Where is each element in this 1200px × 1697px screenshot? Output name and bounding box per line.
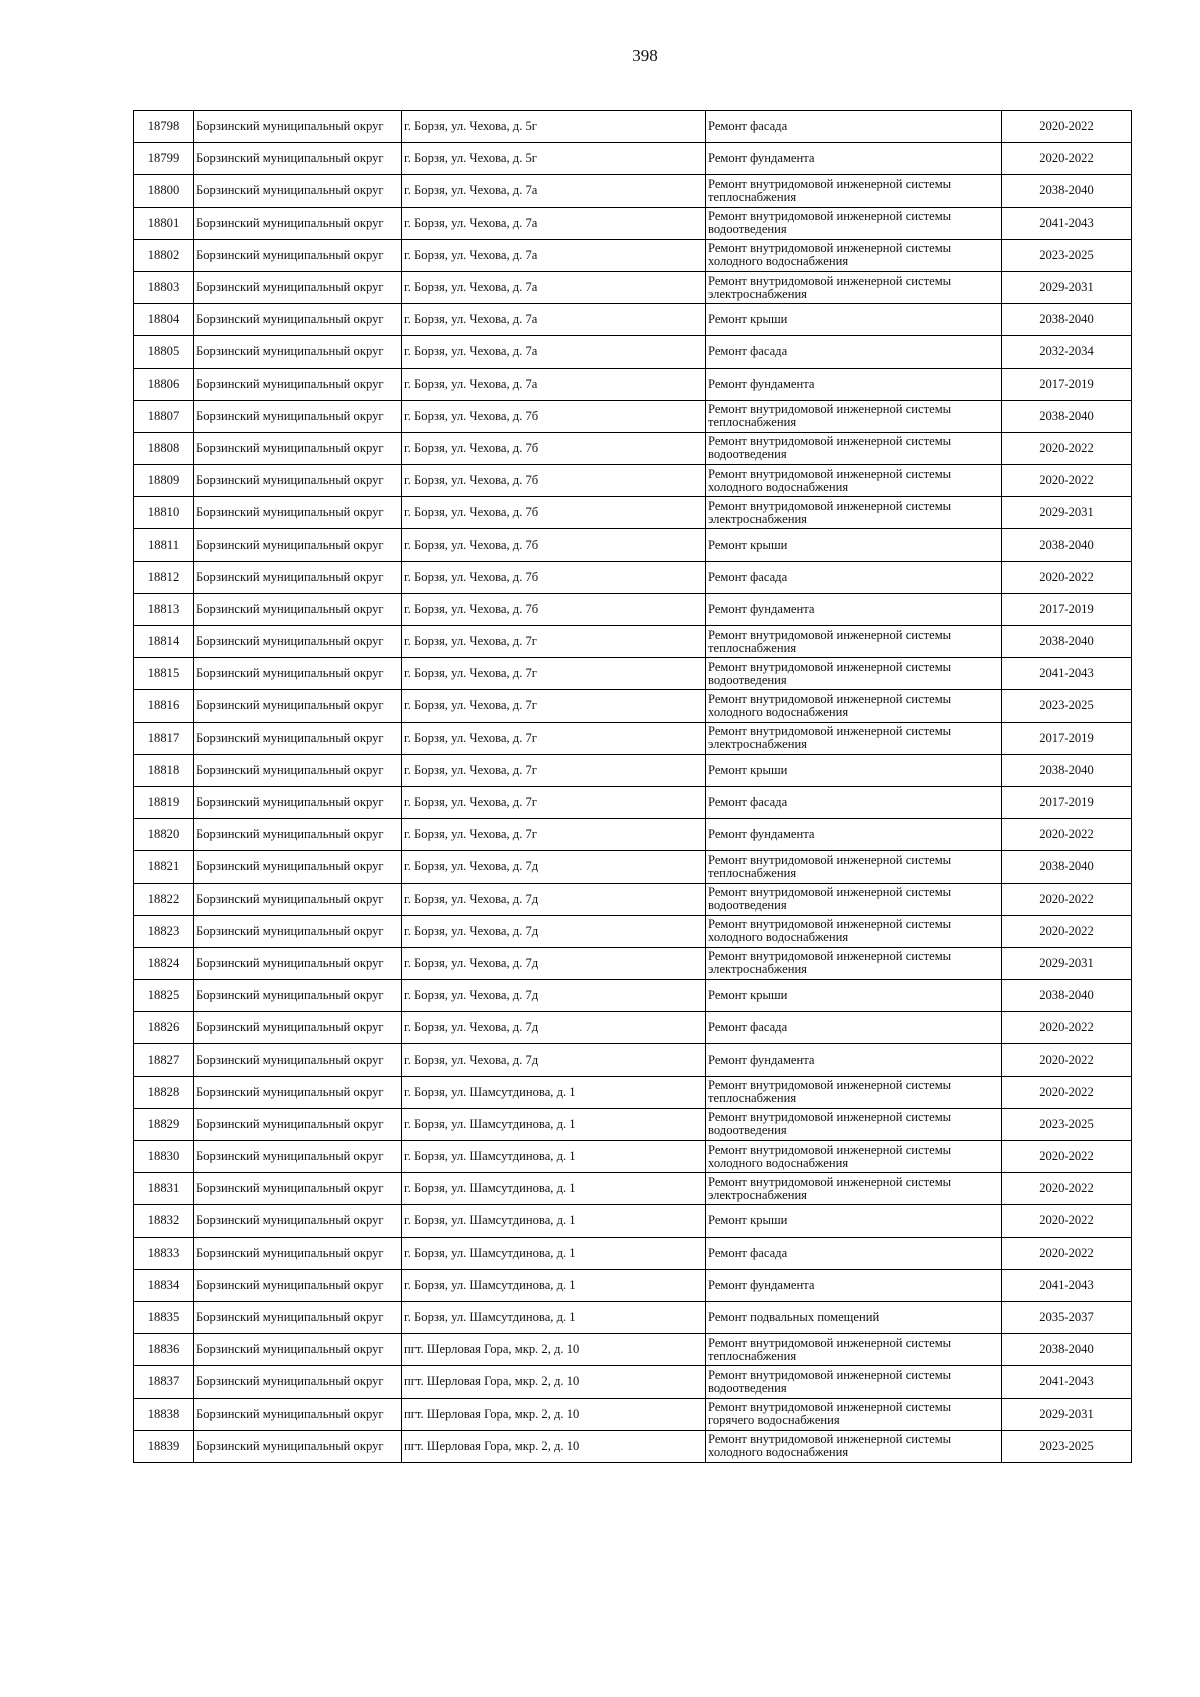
table-row	[134, 1044, 1132, 1076]
work-type-cell: Ремонт фундамента	[706, 1269, 1002, 1301]
district-cell: Борзинский муниципальный округ	[194, 722, 402, 754]
table-row	[134, 336, 1132, 368]
work-type-cell: Ремонт крыши	[706, 529, 1002, 561]
table-row	[134, 143, 1132, 175]
row-number-cell: 18818	[134, 754, 194, 786]
work-type-cell: Ремонт внутридомовой инженерной системы водоотведения	[706, 432, 1002, 464]
work-type-cell: Ремонт крыши	[706, 1205, 1002, 1237]
row-number-cell: 18837	[134, 1366, 194, 1398]
period-cell: 2038-2040	[1002, 175, 1132, 207]
period-cell: 2017-2019	[1002, 593, 1132, 625]
table-row	[134, 786, 1132, 818]
period-cell: 2020-2022	[1002, 1173, 1132, 1205]
address-cell: г. Борзя, ул. Чехова, д. 7д	[402, 1012, 706, 1044]
period-cell: 2020-2022	[1002, 143, 1132, 175]
work-type-cell: Ремонт внутридомовой инженерной системы электроснабжения	[706, 1173, 1002, 1205]
period-cell: 2020-2022	[1002, 883, 1132, 915]
district-cell: Борзинский муниципальный округ	[194, 304, 402, 336]
district-cell: Борзинский муниципальный округ	[194, 1173, 402, 1205]
district-cell: Борзинский муниципальный округ	[194, 1237, 402, 1269]
row-number-cell: 18827	[134, 1044, 194, 1076]
work-type-cell: Ремонт фасада	[706, 1237, 1002, 1269]
work-type-cell: Ремонт внутридомовой инженерной системы водоотведения	[706, 1366, 1002, 1398]
address-cell: г. Борзя, ул. Чехова, д. 7б	[402, 497, 706, 529]
address-cell: г. Борзя, ул. Чехова, д. 7г	[402, 690, 706, 722]
table-row	[134, 1205, 1132, 1237]
period-cell: 2038-2040	[1002, 1334, 1132, 1366]
row-number-cell: 18805	[134, 336, 194, 368]
address-cell: г. Борзя, ул. Чехова, д. 7б	[402, 593, 706, 625]
address-cell: г. Борзя, ул. Чехова, д. 5г	[402, 111, 706, 143]
table-row	[134, 754, 1132, 786]
address-cell: г. Борзя, ул. Чехова, д. 7а	[402, 239, 706, 271]
period-cell: 2038-2040	[1002, 626, 1132, 658]
work-type-cell: Ремонт фундамента	[706, 593, 1002, 625]
address-cell: г. Борзя, ул. Чехова, д. 7а	[402, 207, 706, 239]
address-cell: г. Борзя, ул. Чехова, д. 7д	[402, 851, 706, 883]
period-cell: 2029-2031	[1002, 947, 1132, 979]
address-cell: г. Борзя, ул. Чехова, д. 5г	[402, 143, 706, 175]
work-type-cell: Ремонт внутридомовой инженерной системы водоотведения	[706, 207, 1002, 239]
period-cell: 2020-2022	[1002, 432, 1132, 464]
row-number-cell: 18838	[134, 1398, 194, 1430]
row-number-cell: 18816	[134, 690, 194, 722]
address-cell: г. Борзя, ул. Чехова, д. 7а	[402, 368, 706, 400]
work-type-cell: Ремонт фасада	[706, 336, 1002, 368]
table-row	[134, 207, 1132, 239]
row-number-cell: 18804	[134, 304, 194, 336]
work-type-cell: Ремонт подвальных помещений	[706, 1301, 1002, 1333]
work-type-cell: Ремонт крыши	[706, 304, 1002, 336]
table-row	[134, 851, 1132, 883]
row-number-cell: 18803	[134, 271, 194, 303]
period-cell: 2038-2040	[1002, 529, 1132, 561]
period-cell: 2038-2040	[1002, 754, 1132, 786]
period-cell: 2020-2022	[1002, 1076, 1132, 1108]
district-cell: Борзинский муниципальный округ	[194, 1205, 402, 1237]
address-cell: г. Борзя, ул. Чехова, д. 7д	[402, 915, 706, 947]
district-cell: Борзинский муниципальный округ	[194, 400, 402, 432]
district-cell: Борзинский муниципальный округ	[194, 143, 402, 175]
work-type-cell: Ремонт внутридомовой инженерной системы холодного водоснабжения	[706, 1141, 1002, 1173]
work-type-cell: Ремонт фасада	[706, 111, 1002, 143]
work-type-cell: Ремонт внутридомовой инженерной системы холодного водоснабжения	[706, 1430, 1002, 1462]
table-row	[134, 915, 1132, 947]
district-cell: Борзинский муниципальный округ	[194, 561, 402, 593]
period-cell: 2020-2022	[1002, 819, 1132, 851]
period-cell: 2020-2022	[1002, 1141, 1132, 1173]
address-cell: г. Борзя, ул. Чехова, д. 7б	[402, 561, 706, 593]
work-type-cell: Ремонт внутридомовой инженерной системы электроснабжения	[706, 947, 1002, 979]
district-cell: Борзинский муниципальный округ	[194, 754, 402, 786]
row-number-cell: 18821	[134, 851, 194, 883]
period-cell: 2020-2022	[1002, 1044, 1132, 1076]
row-number-cell: 18836	[134, 1334, 194, 1366]
district-cell: Борзинский муниципальный округ	[194, 1108, 402, 1140]
row-number-cell: 18819	[134, 786, 194, 818]
row-number-cell: 18831	[134, 1173, 194, 1205]
work-type-cell: Ремонт внутридомовой инженерной системы теплоснабжения	[706, 1334, 1002, 1366]
district-cell: Борзинский муниципальный округ	[194, 1012, 402, 1044]
address-cell: пгт. Шерловая Гора, мкр. 2, д. 10	[402, 1334, 706, 1366]
address-cell: г. Борзя, ул. Чехова, д. 7б	[402, 432, 706, 464]
period-cell: 2038-2040	[1002, 851, 1132, 883]
row-number-cell: 18812	[134, 561, 194, 593]
row-number-cell: 18813	[134, 593, 194, 625]
row-number-cell: 18822	[134, 883, 194, 915]
district-cell: Борзинский муниципальный округ	[194, 1301, 402, 1333]
address-cell: г. Борзя, ул. Чехова, д. 7г	[402, 754, 706, 786]
address-cell: г. Борзя, ул. Чехова, д. 7г	[402, 819, 706, 851]
row-number-cell: 18832	[134, 1205, 194, 1237]
table-row	[134, 658, 1132, 690]
work-type-cell: Ремонт внутридомовой инженерной системы электроснабжения	[706, 497, 1002, 529]
row-number-cell: 18809	[134, 465, 194, 497]
row-number-cell: 18810	[134, 497, 194, 529]
row-number-cell: 18835	[134, 1301, 194, 1333]
table-row	[134, 1237, 1132, 1269]
table-row	[134, 883, 1132, 915]
table-row	[134, 271, 1132, 303]
row-number-cell: 18830	[134, 1141, 194, 1173]
period-cell: 2041-2043	[1002, 658, 1132, 690]
district-cell: Борзинский муниципальный округ	[194, 593, 402, 625]
district-cell: Борзинский муниципальный округ	[194, 111, 402, 143]
period-cell: 2020-2022	[1002, 1205, 1132, 1237]
table-row	[134, 1269, 1132, 1301]
table-row	[134, 1366, 1132, 1398]
district-cell: Борзинский муниципальный округ	[194, 883, 402, 915]
table-row	[134, 1173, 1132, 1205]
work-type-cell: Ремонт крыши	[706, 980, 1002, 1012]
district-cell: Борзинский муниципальный округ	[194, 432, 402, 464]
table-row	[134, 1012, 1132, 1044]
table-row	[134, 529, 1132, 561]
row-number-cell: 18826	[134, 1012, 194, 1044]
table-row	[134, 465, 1132, 497]
district-cell: Борзинский муниципальный округ	[194, 529, 402, 561]
work-type-cell: Ремонт фундамента	[706, 368, 1002, 400]
table-row	[134, 111, 1132, 143]
table-row	[134, 400, 1132, 432]
table-row	[134, 239, 1132, 271]
district-cell: Борзинский муниципальный округ	[194, 271, 402, 303]
district-cell: Борзинский муниципальный округ	[194, 1366, 402, 1398]
row-number-cell: 18801	[134, 207, 194, 239]
table-row	[134, 980, 1132, 1012]
period-cell: 2020-2022	[1002, 111, 1132, 143]
period-cell: 2023-2025	[1002, 239, 1132, 271]
work-type-cell: Ремонт внутридомовой инженерной системы водоотведения	[706, 1108, 1002, 1140]
table-row	[134, 947, 1132, 979]
address-cell: г. Борзя, ул. Шамсутдинова, д. 1	[402, 1237, 706, 1269]
row-number-cell: 18811	[134, 529, 194, 561]
district-cell: Борзинский муниципальный округ	[194, 1430, 402, 1462]
district-cell: Борзинский муниципальный округ	[194, 1044, 402, 1076]
work-type-cell: Ремонт фасада	[706, 1012, 1002, 1044]
row-number-cell: 18823	[134, 915, 194, 947]
period-cell: 2017-2019	[1002, 786, 1132, 818]
work-type-cell: Ремонт фасада	[706, 786, 1002, 818]
district-cell: Борзинский муниципальный округ	[194, 658, 402, 690]
table-body	[134, 111, 1132, 1463]
work-type-cell: Ремонт внутридомовой инженерной системы горячего водоснабжения	[706, 1398, 1002, 1430]
row-number-cell: 18820	[134, 819, 194, 851]
period-cell: 2020-2022	[1002, 561, 1132, 593]
row-number-cell: 18814	[134, 626, 194, 658]
work-type-cell: Ремонт внутридомовой инженерной системы водоотведения	[706, 883, 1002, 915]
table-row	[134, 368, 1132, 400]
address-cell: г. Борзя, ул. Шамсутдинова, д. 1	[402, 1141, 706, 1173]
district-cell: Борзинский муниципальный округ	[194, 980, 402, 1012]
district-cell: Борзинский муниципальный округ	[194, 239, 402, 271]
district-cell: Борзинский муниципальный округ	[194, 626, 402, 658]
repair-schedule-table	[133, 110, 1132, 1463]
row-number-cell: 18828	[134, 1076, 194, 1108]
work-type-cell: Ремонт внутридомовой инженерной системы теплоснабжения	[706, 1076, 1002, 1108]
address-cell: г. Борзя, ул. Шамсутдинова, д. 1	[402, 1108, 706, 1140]
table-row	[134, 1141, 1132, 1173]
address-cell: г. Борзя, ул. Чехова, д. 7г	[402, 658, 706, 690]
table-row	[134, 1398, 1132, 1430]
table-row	[134, 626, 1132, 658]
work-type-cell: Ремонт крыши	[706, 754, 1002, 786]
row-number-cell: 18834	[134, 1269, 194, 1301]
work-type-cell: Ремонт внутридомовой инженерной системы электроснабжения	[706, 722, 1002, 754]
address-cell: пгт. Шерловая Гора, мкр. 2, д. 10	[402, 1398, 706, 1430]
period-cell: 2038-2040	[1002, 980, 1132, 1012]
district-cell: Борзинский муниципальный округ	[194, 175, 402, 207]
table-row	[134, 561, 1132, 593]
table-row	[134, 1108, 1132, 1140]
work-type-cell: Ремонт фундамента	[706, 1044, 1002, 1076]
district-cell: Борзинский муниципальный округ	[194, 465, 402, 497]
row-number-cell: 18839	[134, 1430, 194, 1462]
row-number-cell: 18807	[134, 400, 194, 432]
address-cell: г. Борзя, ул. Чехова, д. 7д	[402, 883, 706, 915]
period-cell: 2029-2031	[1002, 1398, 1132, 1430]
address-cell: г. Борзя, ул. Чехова, д. 7а	[402, 304, 706, 336]
table-row	[134, 1430, 1132, 1462]
period-cell: 2017-2019	[1002, 368, 1132, 400]
table-row	[134, 722, 1132, 754]
address-cell: г. Борзя, ул. Чехова, д. 7д	[402, 980, 706, 1012]
table-row	[134, 175, 1132, 207]
district-cell: Борзинский муниципальный округ	[194, 915, 402, 947]
address-cell: г. Борзя, ул. Шамсутдинова, д. 1	[402, 1301, 706, 1333]
period-cell: 2020-2022	[1002, 915, 1132, 947]
work-type-cell: Ремонт внутридомовой инженерной системы теплоснабжения	[706, 400, 1002, 432]
work-type-cell: Ремонт внутридомовой инженерной системы теплоснабжения	[706, 626, 1002, 658]
period-cell: 2029-2031	[1002, 271, 1132, 303]
row-number-cell: 18825	[134, 980, 194, 1012]
district-cell: Борзинский муниципальный округ	[194, 336, 402, 368]
district-cell: Борзинский муниципальный округ	[194, 786, 402, 818]
address-cell: г. Борзя, ул. Шамсутдинова, д. 1	[402, 1269, 706, 1301]
period-cell: 2041-2043	[1002, 1366, 1132, 1398]
address-cell: г. Борзя, ул. Шамсутдинова, д. 1	[402, 1205, 706, 1237]
table-row	[134, 593, 1132, 625]
period-cell: 2023-2025	[1002, 1430, 1132, 1462]
work-type-cell: Ремонт внутридомовой инженерной системы теплоснабжения	[706, 851, 1002, 883]
address-cell: г. Борзя, ул. Чехова, д. 7б	[402, 529, 706, 561]
district-cell: Борзинский муниципальный округ	[194, 1269, 402, 1301]
row-number-cell: 18833	[134, 1237, 194, 1269]
table-row	[134, 1076, 1132, 1108]
row-number-cell: 18808	[134, 432, 194, 464]
work-type-cell: Ремонт внутридомовой инженерной системы холодного водоснабжения	[706, 690, 1002, 722]
period-cell: 2023-2025	[1002, 690, 1132, 722]
row-number-cell: 18829	[134, 1108, 194, 1140]
address-cell: г. Борзя, ул. Чехова, д. 7а	[402, 175, 706, 207]
district-cell: Борзинский муниципальный округ	[194, 1398, 402, 1430]
row-number-cell: 18824	[134, 947, 194, 979]
table-row	[134, 304, 1132, 336]
work-type-cell: Ремонт внутридомовой инженерной системы холодного водоснабжения	[706, 915, 1002, 947]
address-cell: г. Борзя, ул. Шамсутдинова, д. 1	[402, 1076, 706, 1108]
page-number: 398	[632, 46, 658, 65]
work-type-cell: Ремонт внутридомовой инженерной системы водоотведения	[706, 658, 1002, 690]
row-number-cell: 18799	[134, 143, 194, 175]
period-cell: 2032-2034	[1002, 336, 1132, 368]
address-cell: пгт. Шерловая Гора, мкр. 2, д. 10	[402, 1366, 706, 1398]
period-cell: 2023-2025	[1002, 1108, 1132, 1140]
district-cell: Борзинский муниципальный округ	[194, 947, 402, 979]
period-cell: 2038-2040	[1002, 400, 1132, 432]
period-cell: 2020-2022	[1002, 1012, 1132, 1044]
row-number-cell: 18800	[134, 175, 194, 207]
table-row	[134, 819, 1132, 851]
address-cell: г. Борзя, ул. Шамсутдинова, д. 1	[402, 1173, 706, 1205]
work-type-cell: Ремонт внутридомовой инженерной системы холодного водоснабжения	[706, 465, 1002, 497]
table-row	[134, 690, 1132, 722]
work-type-cell: Ремонт внутридомовой инженерной системы холодного водоснабжения	[706, 239, 1002, 271]
work-type-cell: Ремонт внутридомовой инженерной системы электроснабжения	[706, 271, 1002, 303]
address-cell: г. Борзя, ул. Чехова, д. 7г	[402, 722, 706, 754]
period-cell: 2038-2040	[1002, 304, 1132, 336]
table-row	[134, 1301, 1132, 1333]
work-type-cell: Ремонт внутридомовой инженерной системы теплоснабжения	[706, 175, 1002, 207]
district-cell: Борзинский муниципальный округ	[194, 1076, 402, 1108]
period-cell: 2035-2037	[1002, 1301, 1132, 1333]
district-cell: Борзинский муниципальный округ	[194, 497, 402, 529]
row-number-cell: 18815	[134, 658, 194, 690]
district-cell: Борзинский муниципальный округ	[194, 851, 402, 883]
district-cell: Борзинский муниципальный округ	[194, 368, 402, 400]
address-cell: пгт. Шерловая Гора, мкр. 2, д. 10	[402, 1430, 706, 1462]
work-type-cell: Ремонт фасада	[706, 561, 1002, 593]
district-cell: Борзинский муниципальный округ	[194, 690, 402, 722]
table-row	[134, 1334, 1132, 1366]
period-cell: 2020-2022	[1002, 1237, 1132, 1269]
district-cell: Борзинский муниципальный округ	[194, 1141, 402, 1173]
address-cell: г. Борзя, ул. Чехова, д. 7д	[402, 947, 706, 979]
period-cell: 2041-2043	[1002, 1269, 1132, 1301]
table-row	[134, 432, 1132, 464]
address-cell: г. Борзя, ул. Чехова, д. 7б	[402, 400, 706, 432]
address-cell: г. Борзя, ул. Чехова, д. 7д	[402, 1044, 706, 1076]
address-cell: г. Борзя, ул. Чехова, д. 7г	[402, 626, 706, 658]
address-cell: г. Борзя, ул. Чехова, д. 7а	[402, 271, 706, 303]
row-number-cell: 18802	[134, 239, 194, 271]
period-cell: 2041-2043	[1002, 207, 1132, 239]
work-type-cell: Ремонт фундамента	[706, 819, 1002, 851]
period-cell: 2029-2031	[1002, 497, 1132, 529]
district-cell: Борзинский муниципальный округ	[194, 1334, 402, 1366]
row-number-cell: 18798	[134, 111, 194, 143]
address-cell: г. Борзя, ул. Чехова, д. 7б	[402, 465, 706, 497]
table-row	[134, 497, 1132, 529]
address-cell: г. Борзя, ул. Чехова, д. 7а	[402, 336, 706, 368]
address-cell: г. Борзя, ул. Чехова, д. 7г	[402, 786, 706, 818]
district-cell: Борзинский муниципальный округ	[194, 207, 402, 239]
period-cell: 2017-2019	[1002, 722, 1132, 754]
row-number-cell: 18806	[134, 368, 194, 400]
district-cell: Борзинский муниципальный округ	[194, 819, 402, 851]
work-type-cell: Ремонт фундамента	[706, 143, 1002, 175]
row-number-cell: 18817	[134, 722, 194, 754]
period-cell: 2020-2022	[1002, 465, 1132, 497]
